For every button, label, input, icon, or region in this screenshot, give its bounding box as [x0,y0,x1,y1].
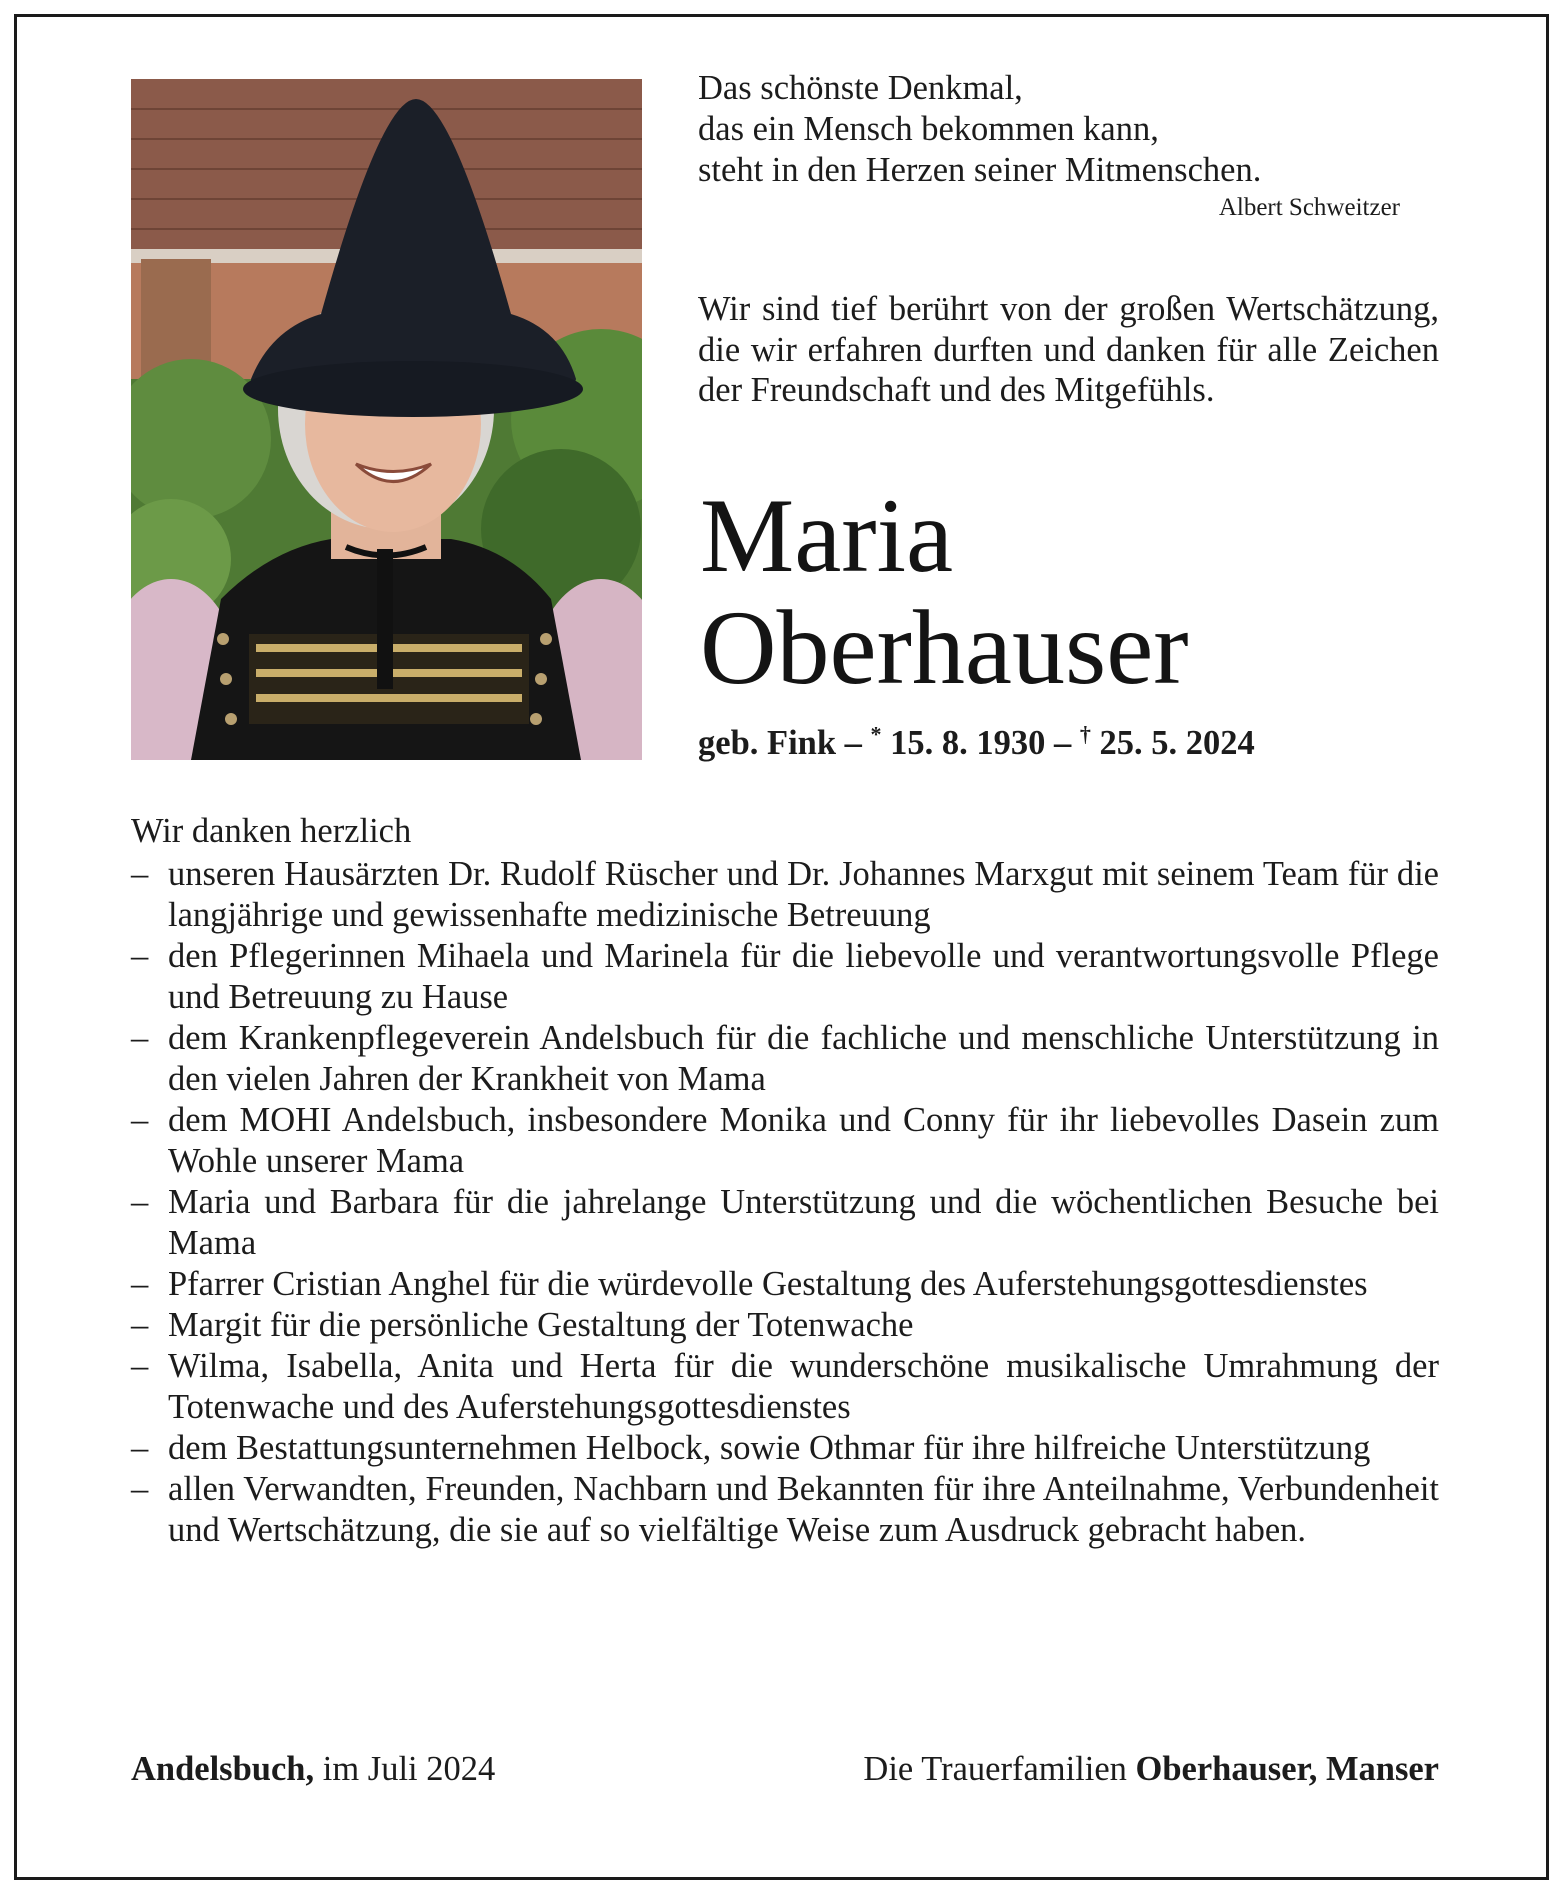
list-item-text: Wilma, Isabella, Anita und Herta für die wunderschöne musikalische Umrahmung der Totenwache und des Auferstehungsgottesdienstes [168,1347,1439,1426]
list-item [131,1346,1439,1428]
quote-line: steht in den Herzen seiner Mitmenschen. [698,151,1262,189]
dash-bullet: – [131,1019,149,1057]
quote-line: das ein Mensch bekommen kann, [698,110,1159,148]
list-item [131,936,1439,1018]
death-symbol: † [1079,721,1091,747]
list-item [131,1469,1439,1551]
list-item [131,1100,1439,1182]
list-item-text: unseren Hausärzten Dr. Rudolf Rüscher und Dr. Johannes Marxgut mit seinem Team für die langjährige und gewissenhafte medizinische Betreuung [168,855,1439,934]
dash-bullet: – [131,1429,149,1467]
life-dates [698,722,1255,764]
list-item-text: Pfarrer Cristian Anghel für die würdevolle Gestaltung des Auferstehungsgottesdienstes [168,1265,1368,1303]
list-item-text: den Pflegerinnen Mihaela und Marinela für die liebevolle und verantwortungsvolle Pflege und Betreuung zu Hause [168,937,1439,1016]
list-item-text: dem Krankenpflegeverein Andelsbuch für die fachliche und menschliche Unterstützung in den vielen Jahren der Krankheit von Mama [168,1019,1439,1098]
intro-paragraph: Wir sind tief berührt von der großen Wertschätzung, die wir erfahren durften und danken für alle Zeichen der Freundschaft und des Mitgefühls. [698,290,1439,409]
list-item [131,854,1439,936]
family-signature [863,1748,1439,1790]
last-name: Oberhauser [700,589,1189,706]
dash-bullet: – [131,855,149,893]
date-separator: – [1045,724,1080,762]
thanks-list [131,854,1439,1551]
thanks-section [131,811,1439,1551]
portrait-illustration [131,79,642,760]
death-date: 25. 5. 2024 [1090,724,1255,762]
list-item [131,1264,1439,1305]
date: im Juli 2024 [314,1750,496,1788]
thanks-heading: Wir danken herzlich [131,812,412,850]
dash-bullet: – [131,1101,149,1139]
dash-bullet: – [131,1470,149,1508]
family-prefix: Die Trauerfamilien [863,1750,1136,1788]
date-separator: – [836,724,871,762]
list-item [131,1428,1439,1469]
dash-bullet: – [131,1183,149,1221]
dash-bullet: – [131,1347,149,1385]
list-item-text: Margit für die persönliche Gestaltung der Totenwache [168,1306,914,1344]
dash-bullet: – [131,1306,149,1344]
list-item [131,1305,1439,1346]
dash-bullet: – [131,1265,149,1303]
list-item-text: allen Verwandten, Freunden, Nachbarn und Bekannten für ihre Anteilnahme, Verbundenheit und Wertschätzung, die sie auf so vielfältige Weise zum Ausdruck gebracht haben. [168,1470,1439,1549]
quote-block [698,68,1408,225]
signature-footer [131,1748,1439,1790]
list-item-text: Maria und Barbara für die jahrelange Unterstützung und die wöchentlichen Besuche bei Mama [168,1183,1439,1262]
deceased-name [700,477,1189,706]
family-names: Oberhauser, Manser [1135,1750,1439,1788]
birth-name: geb. Fink [698,724,837,762]
portrait-photo [131,79,642,760]
birth-symbol: * [870,721,882,747]
list-item-text: dem MOHI Andelsbuch, insbesondere Monika und Conny für ihr liebevolles Dasein zum Wohle unserer Mama [168,1101,1439,1180]
first-name: Maria [700,477,954,594]
list-item [131,1182,1439,1264]
birth-date: 15. 8. 1930 [881,724,1046,762]
quote-author: Albert Schweitzer [1218,194,1400,221]
dash-bullet: – [131,937,149,975]
list-item-text: dem Bestattungsunternehmen Helbock, sowie Othmar für ihre hilfreiche Unterstützung [168,1429,1371,1467]
place: Andelsbuch, [131,1750,315,1788]
quote-line: Das schönste Denkmal, [698,69,1023,107]
list-item [131,1018,1439,1100]
place-date [131,1748,495,1790]
